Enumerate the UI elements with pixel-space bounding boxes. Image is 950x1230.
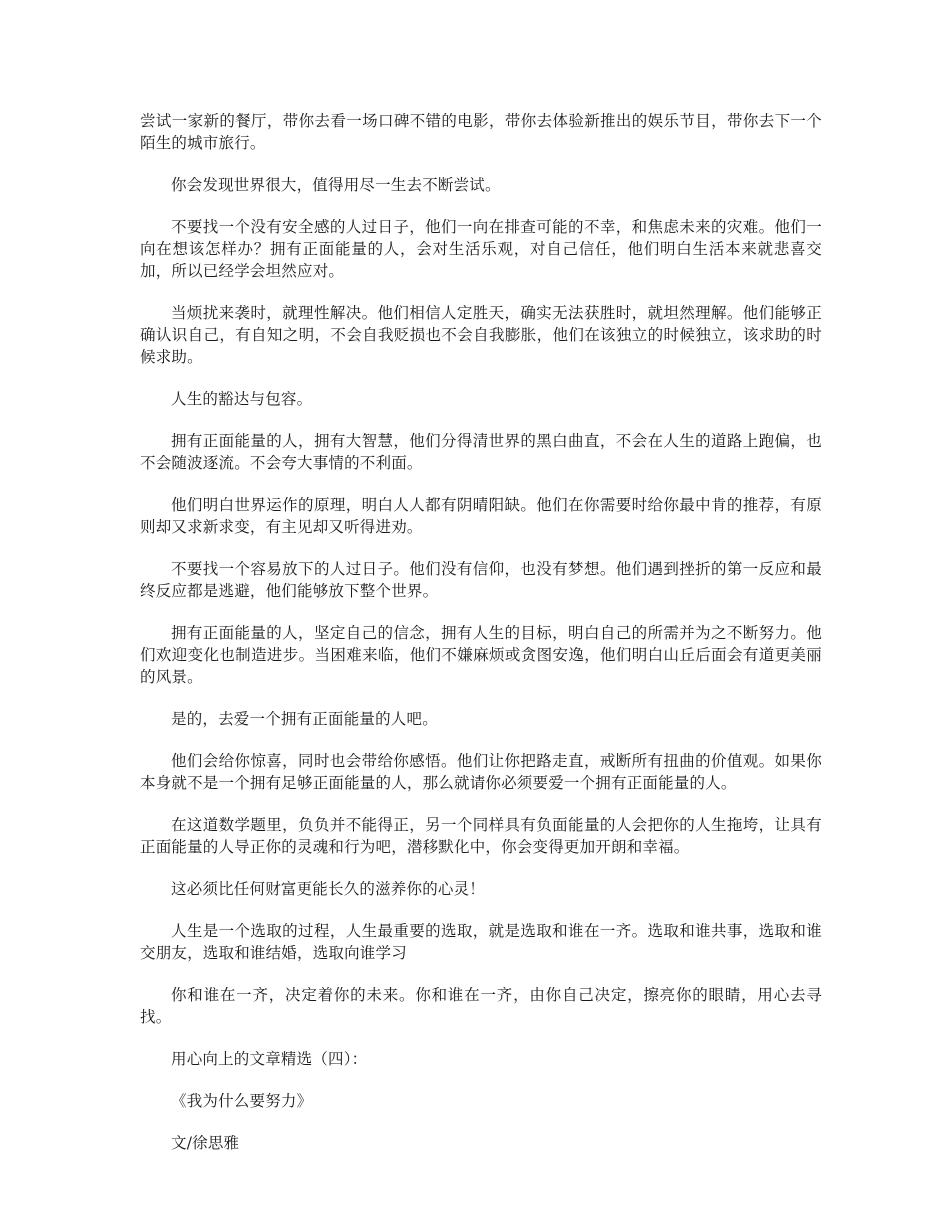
paragraph: 你会发现世界很大，值得用尽一生去不断尝试。: [171, 176, 501, 194]
paragraph: 人生是一个选取的过程，人生最重要的选取，就是选取和谁在一齐。选取和谁共事，选取和谁交朋友，选取和谁结婚，选取向谁学习: [140, 922, 822, 962]
document-body: [140, 110, 822, 1174]
paragraph: 人生的豁达与包容。: [171, 390, 313, 408]
paragraph: 不要找一个没有安全感的人过日子，他们一向在排查可能的不幸，和焦虑未来的灾难。他们一向在想该怎样办？拥有正面能量的人，会对生活乐观，对自己信任，他们明白生活本来就悲喜交加，所以已经学会坦然应对。: [140, 218, 822, 280]
paragraph: 拥有正面能量的人，坚定自己的信念，拥有人生的目标，明白自己的所需并为之不断努力。他们欢迎变化也制造进步。当困难来临，他们不嫌麻烦或贪图安逸，他们明白山丘后面会有道更美丽的风景。: [140, 624, 822, 686]
article-author: 文/徐思雅: [171, 1134, 240, 1152]
paragraph: 当烦扰来袭时，就理性解决。他们相信人定胜天，确实无法获胜时，就坦然理解。他们能够正确认识自己，有自知之明，不会自我贬损也不会自我膨胀，他们在该独立的时候独立，该求助的时候求助。: [140, 304, 822, 366]
paragraph: 是的，去爱一个拥有正面能量的人吧。: [171, 710, 438, 728]
paragraph: 他们会给你惊喜，同时也会带给你感悟。他们让你把路走直，戒断所有扭曲的价值观。如果你本身就不是一个拥有足够正面能量的人，那么就请你必须要爱一个拥有正面能量的人。: [140, 752, 822, 792]
paragraph: 在这道数学题里，负负并不能得正，另一个同样具有负面能量的人会把你的人生拖垮，让具有正面能量的人导正你的灵魂和行为吧，潜移默化中，你会变得更加开朗和幸福。: [140, 816, 822, 856]
paragraph: 尝试一家新的餐厅，带你去看一场口碑不错的电影，带你去体验新推出的娱乐节目，带你去下一个陌生的城市旅行。: [140, 112, 822, 152]
paragraph: 这必须比任何财富更能长久的滋养你的心灵！: [171, 880, 486, 898]
paragraph: 拥有正面能量的人，拥有大智慧，他们分得清世界的黑白曲直，不会在人生的道路上跑偏，也不会随波逐流。不会夸大事情的不利面。: [140, 432, 822, 472]
section-heading: 用心向上的文章精选（四）：: [171, 1050, 368, 1068]
paragraph: 你和谁在一齐，决定着你的未来。你和谁在一齐，由你自己决定，擦亮你的眼睛，用心去寻找。: [140, 986, 822, 1026]
paragraph: 他们明白世界运作的原理，明白人人都有阴晴阳缺。他们在你需要时给你最中肯的推荐，有原则却又求新求变，有主见却又听得进劝。: [140, 496, 822, 536]
paragraph: 不要找一个容易放下的人过日子。他们没有信仰，也没有梦想。他们遇到挫折的第一反应和最终反应都是逃避，他们能够放下整个世界。: [140, 560, 822, 600]
article-title: 《我为什么要努力》: [171, 1092, 313, 1110]
